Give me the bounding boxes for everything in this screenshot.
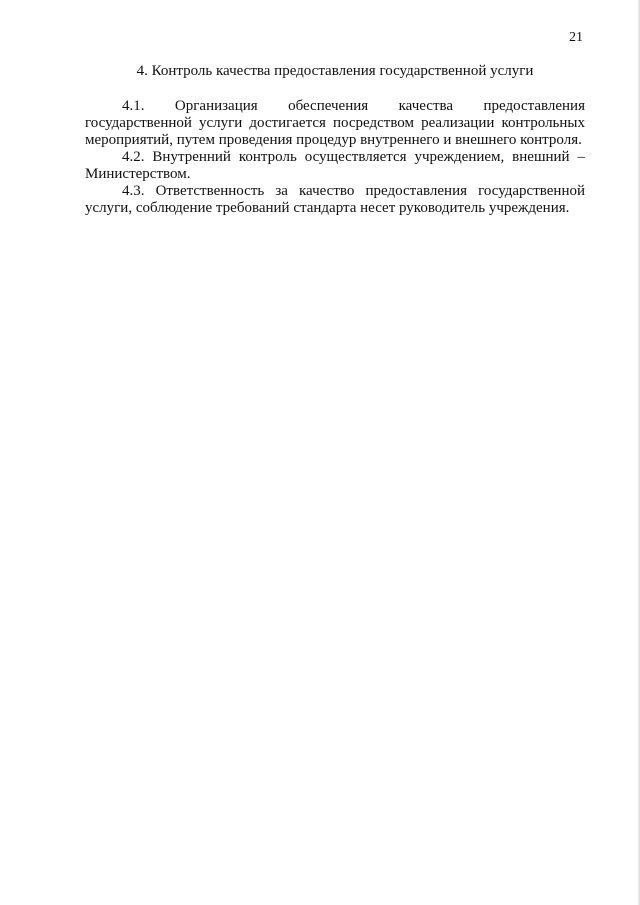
paragraph-number: 4.1. [122,98,145,114]
paragraph-text: Организация обеспечения качества предоставления государственной услуги достигается посредством реализации контрольных мероприятий, путем проведения процедур внутреннего и внешнего контроля. [85,98,585,148]
paragraph-number: 4.2. [122,149,145,165]
paragraph-4-3 [85,183,585,217]
paragraph-number: 4.3. [122,183,145,199]
paragraph-4-1 [85,98,585,149]
page-number: 21 [569,30,583,45]
section-body [85,98,585,217]
paragraph-text: Внутренний контроль осуществляется учреждением, внешний – Министерством. [85,149,585,182]
section-title: 4. Контроль качества предоставления государственной услуги [136,63,534,79]
paragraph-4-2 [85,149,585,183]
paragraph-text: Ответственность за качество предоставления государственной услуги, соблюдение требований стандарта несет руководитель учреждения. [85,183,585,216]
